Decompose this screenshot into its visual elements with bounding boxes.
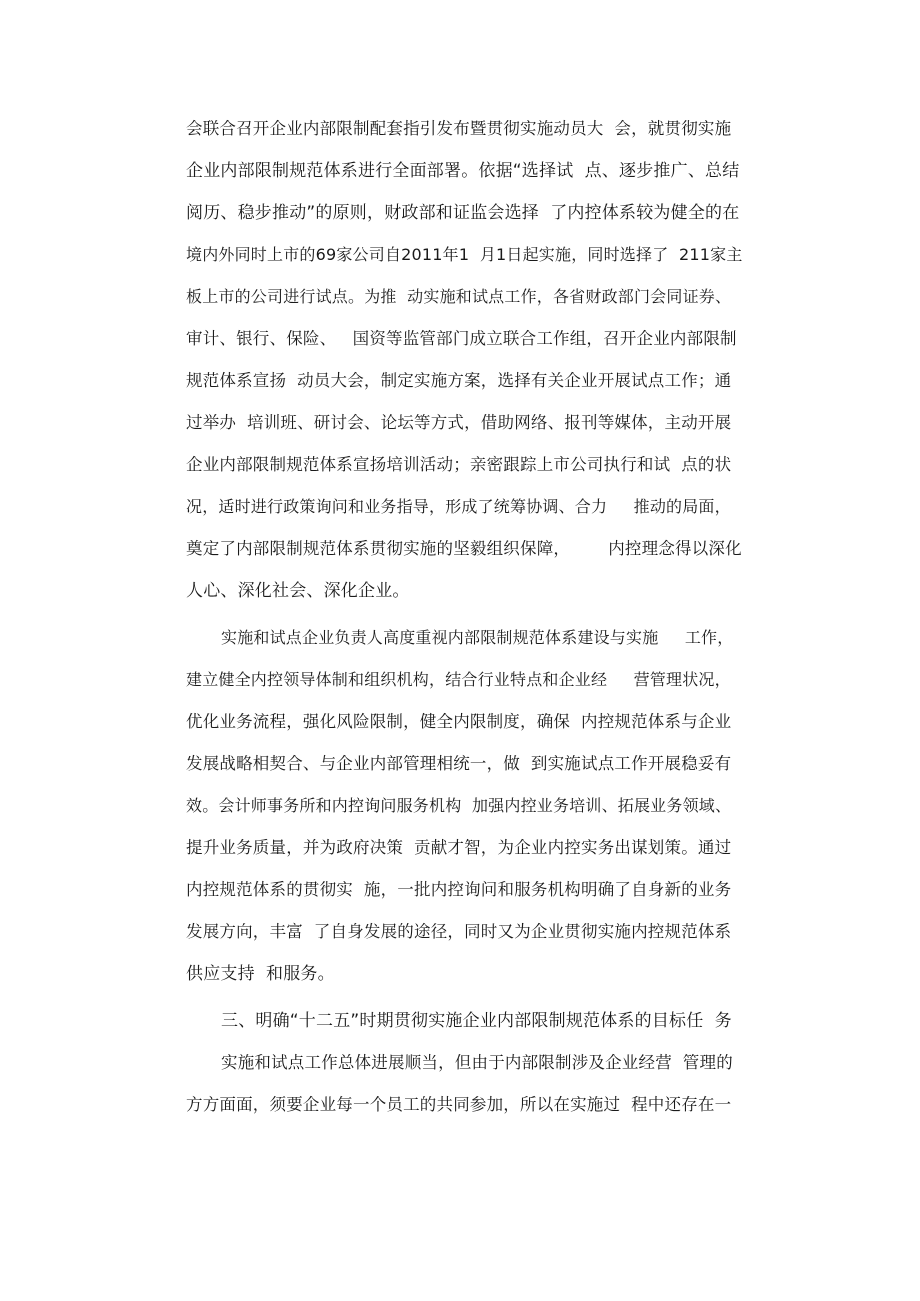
paragraph-1-line-2: 企业内部限制规范体系进行全面部署。依据“选择试 点、逐步推广、总结 <box>186 161 740 181</box>
paragraph-2-line-9: 供应支持 和服务。 <box>186 964 335 984</box>
paragraph-2-line-7: 内控规范体系的贯彻实 施，一批内控询问和服务机构明确了自身新的业务 <box>186 880 732 899</box>
paragraph-1-line-1: 会联合召开企业内部限制配套指引发布暨贯彻实施动员大 会，就贯彻实施 <box>186 119 732 138</box>
paragraph-1-line-9: 企业内部限制规范体系宣扬培训活动；亲密跟踪上市公司执行和试 点的状 <box>186 455 732 474</box>
paragraph-1-line-5: 板上市的公司进行试点。为推 动实施和试点工作，各省财政部门会同证券、 <box>186 287 732 306</box>
section-heading: 三、明确“十二五”时期贯彻实施企业内部限制规范体系的目标任 务 <box>221 1011 732 1031</box>
paragraph-2-line-6: 提升业务质量，并为政府决策 贡献才智，为企业内控实务出谋划策。通过 <box>186 838 732 857</box>
paragraph-1-line-10: 况，适时进行政策询问和业务指导，形成了统筹协调、合力 推动的局面， <box>186 497 731 516</box>
paragraph-1-line-12: 人心、深化社会、深化企业。 <box>186 581 410 601</box>
paragraph-1-line-6: 审计、银行、保险、 国资等监管部门成立联合工作组，召开企业内部限制 <box>186 329 737 348</box>
paragraph-1-line-7: 规范体系宣扬 动员大会，制定实施方案，选择有关企业开展试点工作；通 <box>186 371 732 390</box>
paragraph-1-line-3: 阅历、稳步推动”的原则，财政部和证监会选择 了内控体系较为健全的在 <box>186 203 740 223</box>
paragraph-2-line-2: 建立健全内控领导体制和组织机构，结合行业特点和企业经 营管理状况， <box>186 670 731 689</box>
paragraph-1-line-8: 过举办 培训班、研讨会、论坛等方式，借助网络、报刊等媒体，主动开展 <box>186 413 732 432</box>
paragraph-2-line-5: 效。会计师事务所和内控询问服务机构 加强内控业务培训、拓展业务领域、 <box>186 796 732 815</box>
paragraph-3-line-1: 实施和试点工作总体进展顺当，但由于内部限制涉及企业经营 管理的 <box>221 1053 733 1072</box>
paragraph-2-line-4: 发展战略相契合、与企业内部管理相统一，做 到实施试点工作开展稳妥有 <box>186 754 732 773</box>
paragraph-2-line-1: 实施和试点企业负责人高度重视内部限制规范体系建设与实施 工作， <box>221 628 734 647</box>
paragraph-1-line-11: 奠定了内部限制规范体系贯彻实施的坚毅组织保障， 内控理念得以深化 <box>186 539 742 558</box>
paragraph-3-line-2: 方方面面，须要企业每一个员工的共同参加，所以在实施过 程中还存在一 <box>186 1095 732 1114</box>
paragraph-2-line-3: 优化业务流程，强化风险限制，健全内限制度，确保 内控规范体系与企业 <box>186 712 732 731</box>
paragraph-2-line-8: 发展方向，丰富 了自身发展的途径，同时又为企业贯彻实施内控规范体系 <box>186 922 732 941</box>
paragraph-1-line-4: 境内外同时上市的69家公司自2011年1 月1日起实施，同时选择了 211家主 <box>186 245 743 264</box>
